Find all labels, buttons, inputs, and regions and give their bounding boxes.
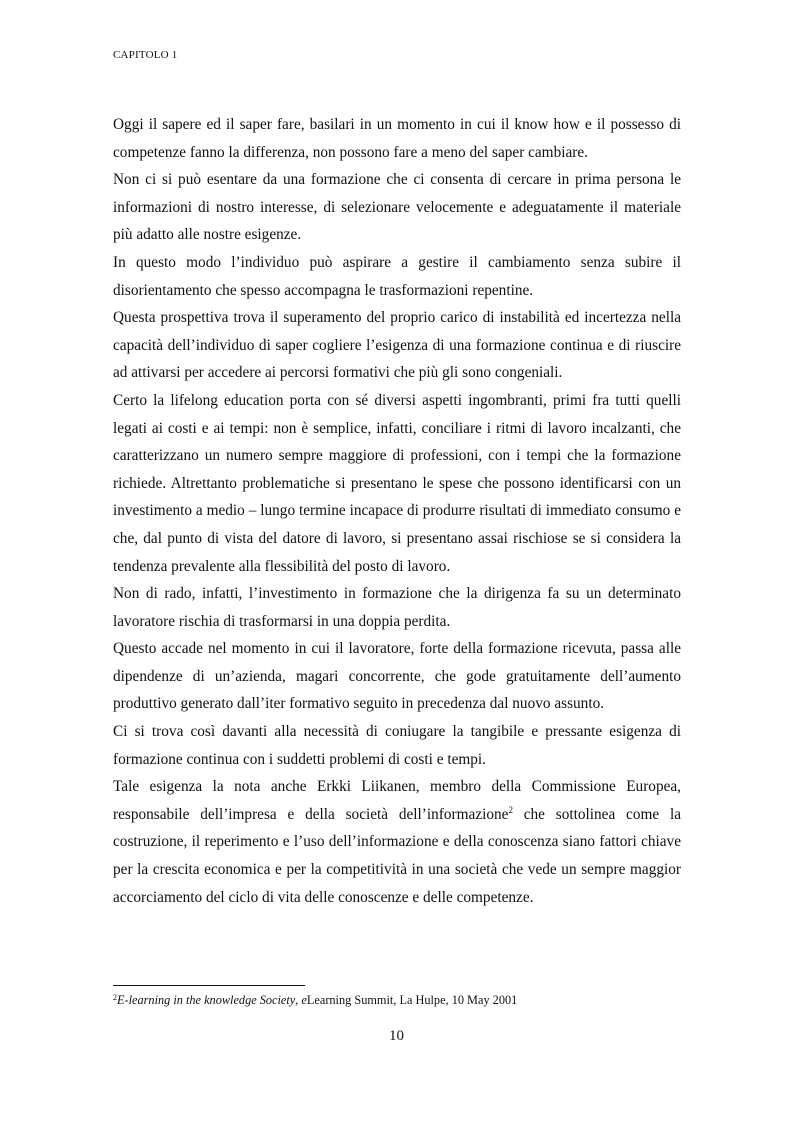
paragraph: Non ci si può esentare da una formazione che ci consenta di cercare in prima persona le informazioni di nostro interesse, di selezionare velocemente e adeguatamente il materiale più adatto alle nostre esigenze. xyxy=(113,171,681,244)
paragraph: Questo accade nel momento in cui il lavoratore, forte della formazione ricevuta, passa alle dipendenze di un’azienda, magari concorrente, che gode gratuitamente dell’aumento produttivo generato dall’iter formativo seguito in precedenza dal nuovo assunto. xyxy=(113,640,681,713)
paragraph-with-footnote-ref xyxy=(113,773,681,911)
paragraph: Questa prospettiva trova il superamento del proprio carico di instabilità ed incertezza nella capacità dell’individuo di saper cogliere l’esigenza di una formazione continua e di riuscire ad attivarsi per accedere ai percorsi formativi che più gli sono congeniali. xyxy=(113,309,681,382)
page-number: 10 xyxy=(389,1028,404,1044)
footnote-event: Learning Summit, La Hulpe, 10 May 2001 xyxy=(306,993,518,1007)
paragraph-text-after-ref: che sottolinea come la costruzione, il reperimento e l’uso dell’informazione e della conoscenza siano fattori chiave per la crescita economica e per la competitività in una società che vede un sempre maggior accorciamento del ciclo di vita delle conoscenze e delle competenze. xyxy=(113,805,681,906)
footnote-event-prefix: e xyxy=(301,993,307,1007)
paragraph: Non di rado, infatti, l’investimento in formazione che la dirigenza fa su un determinato lavoratore rischia di trasformarsi in una doppia perdita. xyxy=(113,585,681,630)
footnote-number: 2 xyxy=(113,993,117,1002)
paragraph: Ci si trova così davanti alla necessità di coniugare la tangibile e pressante esigenza di formazione continua con i suddetti problemi di costi e tempi. xyxy=(113,723,681,768)
paragraph: In questo modo l’individuo può aspirare a gestire il cambiamento senza subire il disorientamento che spesso accompagna le trasformazioni repentine. xyxy=(113,253,681,299)
footnote-separator-text: , xyxy=(295,993,302,1007)
paragraph: Certo la lifelong education porta con sé diversi aspetti ingombranti, primi fra tutti quelli legati ai costi e ai tempi: non è semplice, infatti, conciliare i ritmi di lavoro incalzanti, che caratterizzano un numero sempre maggiore di professioni, con i tempi che la formazione richiede. Altrettanto problematiche si presentano le spese che possono identificarsi con un investimento a medio – lungo termine incapace di produrre risultati di immediato consumo e che, dal punto di vista del datore di lavoro, si presentano assai rischiose se si considera la tendenza prevalente alla flessibilità del posto di lavoro. xyxy=(113,391,681,575)
paragraph-text-before-ref: Tale esigenza la nota anche Erkki Liikanen, membro della Commissione Europea, responsabile dell’impresa e della società dell’informazione xyxy=(113,778,681,823)
chapter-header: CAPITOLO 1 xyxy=(113,49,178,61)
footnote-reference[interactable]: 2 xyxy=(508,804,513,815)
paragraph: Oggi il sapere ed il saper fare, basilari in un momento in cui il know how e il possesso di competenze fanno la differenza, non possono fare a meno del saper cambiare. xyxy=(113,116,681,161)
footnote xyxy=(113,992,517,1008)
footnote-title: E-learning in the knowledge Society xyxy=(117,993,296,1007)
body-text xyxy=(113,111,681,911)
footnote-separator xyxy=(113,985,305,986)
